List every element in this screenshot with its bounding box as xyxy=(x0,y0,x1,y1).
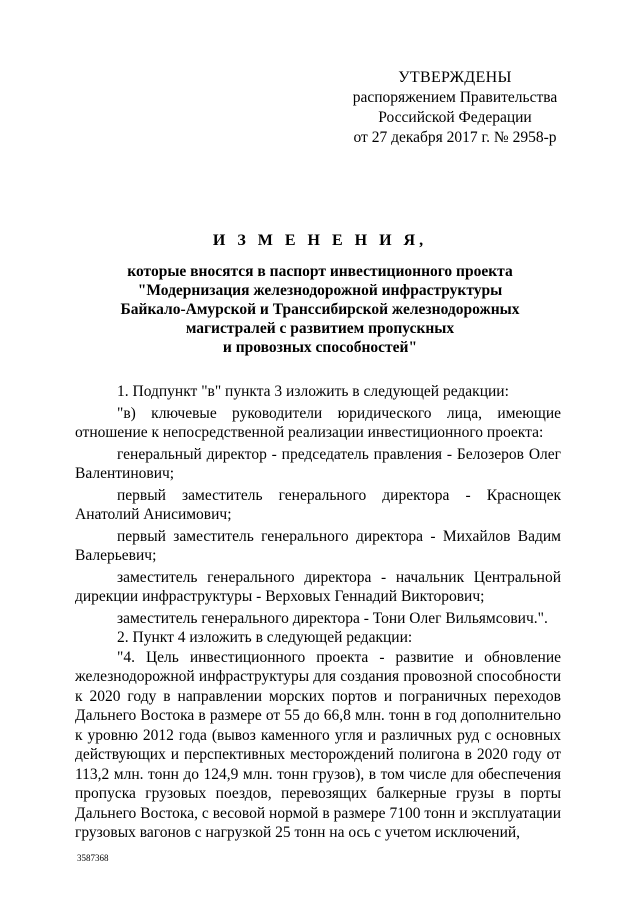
subtitle-line-1: которые вносятся в паспорт инвестиционного проекта xyxy=(127,263,513,280)
approval-stamp xyxy=(340,68,570,148)
subtitle-line-3: Байкало-Амурской и Транссибирской железнодорожных xyxy=(120,301,520,318)
paragraph-7: заместитель генерального директора - Тони Олег Вильямсович.". xyxy=(117,609,548,627)
approval-line-1: распоряжением Правительства xyxy=(352,89,558,106)
document-code: 3587368 xyxy=(77,853,109,863)
paragraph-2: "в) ключевые руководители юридического лица, имеющие отношение к непосредственной реализации инвестиционного проекта: xyxy=(75,404,561,441)
approval-line-3: от 27 декабря 2017 г. № 2958-р xyxy=(353,129,557,146)
document-subtitle xyxy=(80,262,560,357)
subtitle-line-5: и провозных способностей" xyxy=(222,339,418,356)
subtitle-line-2: "Модернизация железнодорожной инфраструктуры xyxy=(137,282,503,299)
paragraph-3: генеральный директор - председатель правления - Белозеров Олег Валентинович; xyxy=(75,445,561,482)
approval-heading: УТВЕРЖДЕНЫ xyxy=(398,69,512,86)
paragraph-8: 2. Пункт 4 изложить в следующей редакции: xyxy=(117,629,413,646)
approval-line-2: Российской Федерации xyxy=(378,109,532,126)
paragraph-4: первый заместитель генерального директора - Краснощек Анатолий Анисимович; xyxy=(75,486,561,523)
document-title: И З М Е Н Е Н И Я, xyxy=(212,232,428,249)
subtitle-line-4: магистралей с развитием пропускных xyxy=(185,320,455,337)
paragraph-5: первый заместитель генерального директора - Михайлов Вадим Валерьевич; xyxy=(75,527,561,564)
document-body xyxy=(75,382,561,843)
paragraph-1: 1. Подпункт "в" пункта 3 изложить в следующей редакции: xyxy=(117,383,509,400)
paragraph-6: заместитель генерального директора - начальник Центральной дирекции инфраструктуры - Верховых Геннадий Викторович; xyxy=(75,568,561,605)
paragraph-9: "4. Цель инвестиционного проекта - развитие и обновление железнодорожной инфраструктуры для создания провозной способности к 2020 году в направлении морских портов и пограничных переходов Дальнего Востока в размере от 55 до 66,8 млн. тонн в год дополнительно к уровню 2012 года (вывоз каменного угля и различных руд с основных действующих и перспективных месторождений полигона в 2020 году от 113,2 млн. тонн до 124,9 млн. тонн грузов), в том числе для обеспечения пропуска грузовых поездов, перевозящих балкерные грузы в порты Дальнего Востока, с весовой нормой в размере 7100 тонн и эксплуатации грузовых вагонов с нагрузкой 25 тонн на ось с учетом исключений, xyxy=(75,648,561,841)
